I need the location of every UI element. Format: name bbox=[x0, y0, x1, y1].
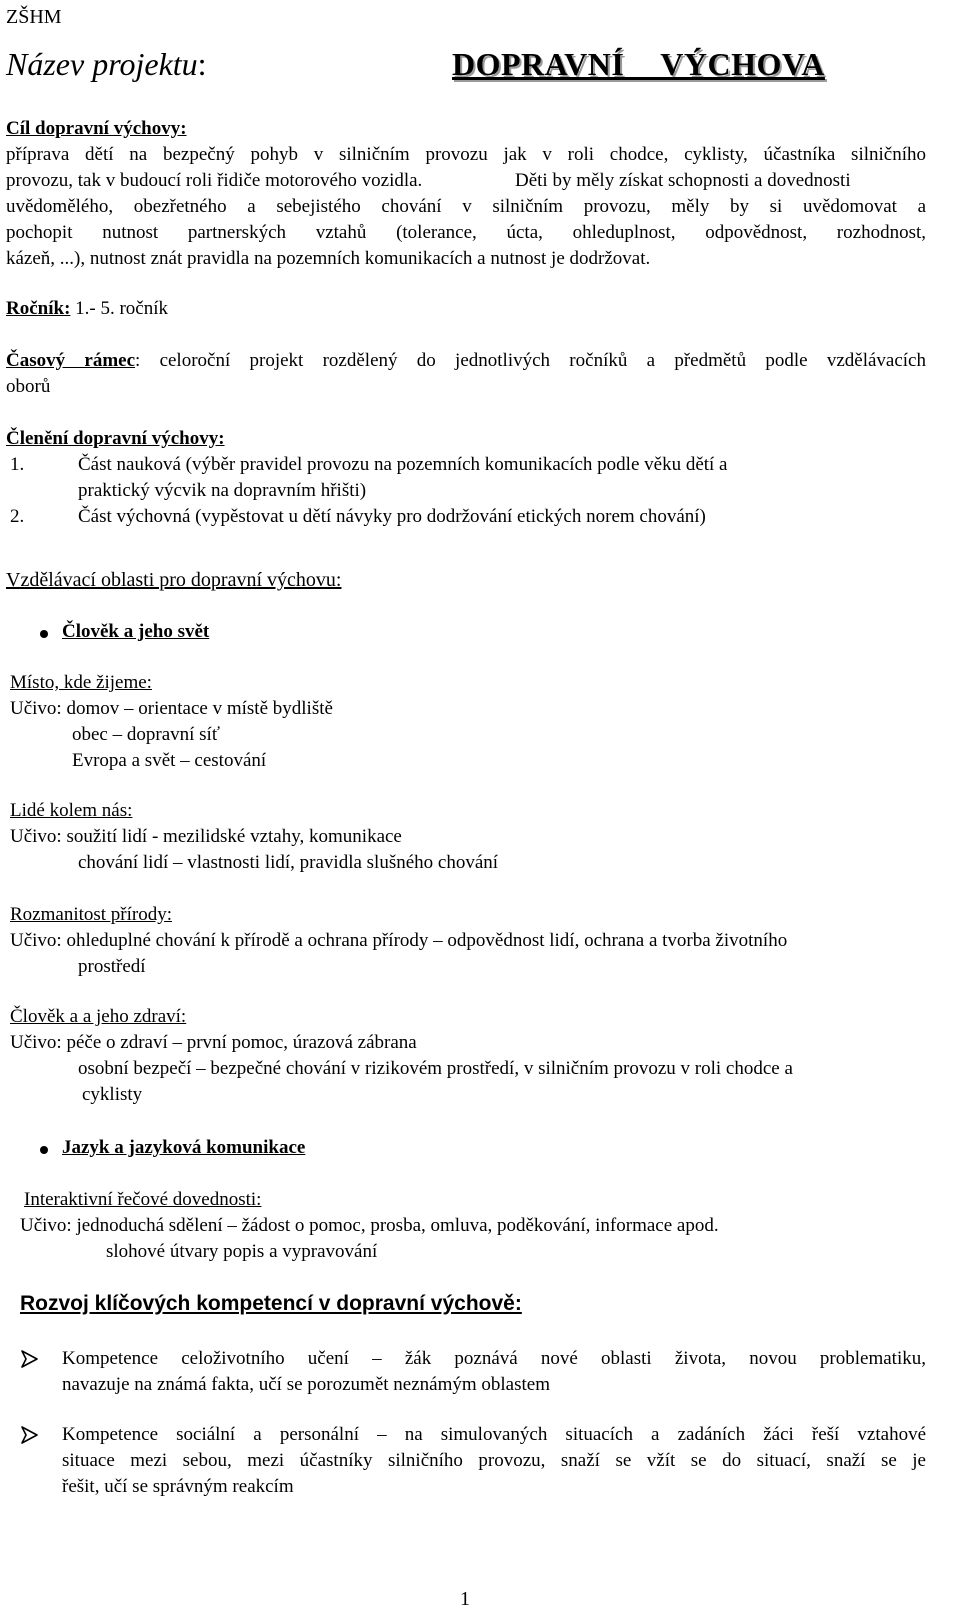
timeframe-label: Časový rámec bbox=[6, 350, 136, 371]
goal-line-3: uvědomělého, obezřetného a sebejistého chování v silničním provozu, měly by si uvědomovat a bbox=[6, 196, 926, 217]
arrow-bullet-icon bbox=[20, 1425, 40, 1445]
grade-label: Ročník: bbox=[6, 298, 71, 319]
competence-2-line-3: řešit, učí se správným reakcím bbox=[62, 1476, 294, 1497]
area2-s1-line-1: Učivo: jednoduchá sdělení – žádost o pomoc, prosba, omluva, poděkování, informace apod. bbox=[20, 1215, 719, 1236]
area1-s1-heading: Místo, kde žijeme: bbox=[10, 672, 152, 693]
division-item-2-num: 2. bbox=[10, 506, 25, 527]
competence-1-line-2: navazuje na známá fakta, učí se porozumět neznámým oblastem bbox=[62, 1374, 550, 1395]
area1-s1-line-2: obec – dopravní síť bbox=[72, 724, 220, 745]
bullet-icon bbox=[40, 630, 48, 638]
area1-s3-heading: Rozmanitost přírody: bbox=[10, 904, 173, 925]
competences-heading: Rozvoj klíčových kompetencí v dopravní výchově: bbox=[20, 1292, 522, 1315]
area2-title: Jazyk a jazyková komunikace bbox=[62, 1137, 306, 1158]
competence-1-line-1: Kompetence celoživotního učení – žák poznává nové oblasti života, novou problematiku, bbox=[62, 1348, 926, 1369]
page-number: 1 bbox=[460, 1588, 470, 1610]
school-abbreviation: ZŠHM bbox=[6, 6, 62, 28]
area1-s4-heading: Člověk a a jeho zdraví: bbox=[10, 1006, 187, 1027]
area1-s3-line-1: Učivo: ohleduplné chování k přírodě a ochrana přírody – odpovědnost lidí, ochrana a tvorba životního bbox=[10, 930, 788, 951]
goal-line-2b: Děti by měly získat schopnosti a dovednosti bbox=[515, 170, 851, 191]
project-label-colon: : bbox=[197, 46, 207, 82]
area1-s4-line-2: osobní bezpečí – bezpečné chování v rizikovém prostředí, v silničním provozu v roli chodce a bbox=[78, 1058, 793, 1079]
timeframe-row bbox=[6, 348, 926, 374]
area2-s1-line-2: slohové útvary popis a vypravování bbox=[106, 1241, 378, 1262]
area1-s2-heading: Lidé kolem nás: bbox=[10, 800, 133, 821]
competence-2-line-2: situace mezi sebou, mezi účastníky silničního provozu, snaží se vžít se do situací, snaží se je bbox=[62, 1450, 926, 1471]
goal-heading: Cíl dopravní výchovy: bbox=[6, 118, 187, 139]
area1-s3-line-2: prostředí bbox=[78, 956, 146, 977]
area1-s1-line-1: Učivo: domov – orientace v místě bydliště bbox=[10, 698, 333, 719]
areas-heading: Vzdělávací oblasti pro dopravní výchovu: bbox=[6, 569, 342, 591]
grade-value: 1.- 5. ročník bbox=[70, 298, 169, 319]
arrow-bullet-icon bbox=[20, 1349, 40, 1369]
division-heading: Členění dopravní výchovy: bbox=[6, 428, 225, 449]
division-item-1-num: 1. bbox=[10, 454, 25, 475]
timeframe-text-2: oborů bbox=[6, 376, 51, 397]
project-label-text: Název projektu bbox=[6, 46, 198, 82]
division-item-2-line-1: Část výchovná (vypěstovat u dětí návyky pro dodržování etických norem chování) bbox=[78, 506, 706, 527]
area1-s2-line-2: chování lidí – vlastnosti lidí, pravidla slušného chování bbox=[78, 852, 499, 873]
competence-2-line-1: Kompetence sociální a personální – na simulovaných situacích a zadáních žáci řeší vztahové bbox=[62, 1424, 926, 1445]
division-item-1-line-2: praktický výcvik na dopravním hřišti) bbox=[78, 480, 367, 501]
timeframe-text: : celoroční projekt rozdělený do jednotlivých ročníků a předmětů podle vzdělávacích bbox=[135, 350, 926, 371]
area1-s4-line-1: Učivo: péče o zdraví – první pomoc, úrazová zábrana bbox=[10, 1032, 417, 1053]
area1-s1-line-3: Evropa a svět – cestování bbox=[72, 750, 267, 771]
division-item-1-line-1: Část nauková (výběr pravidel provozu na pozemních komunikacích podle věku dětí a bbox=[78, 454, 728, 475]
grade-row bbox=[6, 296, 168, 322]
area2-s1-heading: Interaktivní řečové dovednosti: bbox=[24, 1189, 262, 1210]
goal-line-5: kázeň, ...), nutnost znát pravidla na pozemních komunikacích a nutnost je dodržovat. bbox=[6, 248, 651, 269]
area1-s2-line-1: Učivo: soužití lidí - mezilidské vztahy, komunikace bbox=[10, 826, 402, 847]
bullet-icon bbox=[40, 1146, 48, 1154]
goal-line-2a: provozu, tak v budoucí roli řidiče motorového vozidla. bbox=[6, 170, 423, 191]
area1-title: Člověk a jeho svět bbox=[62, 621, 210, 642]
project-label bbox=[6, 46, 207, 83]
goal-line-4: pochopit nutnost partnerských vztahů (tolerance, úcta, ohleduplnost, odpovědnost, rozhodnost, bbox=[6, 222, 926, 243]
goal-line-1: příprava dětí na bezpečný pohyb v silničním provozu jak v roli chodce, cyklisty, účastníka silničního bbox=[6, 144, 926, 165]
project-title: DOPRAVNÍ VÝCHOVA bbox=[452, 46, 825, 82]
area1-s4-line-3: cyklisty bbox=[82, 1084, 143, 1105]
